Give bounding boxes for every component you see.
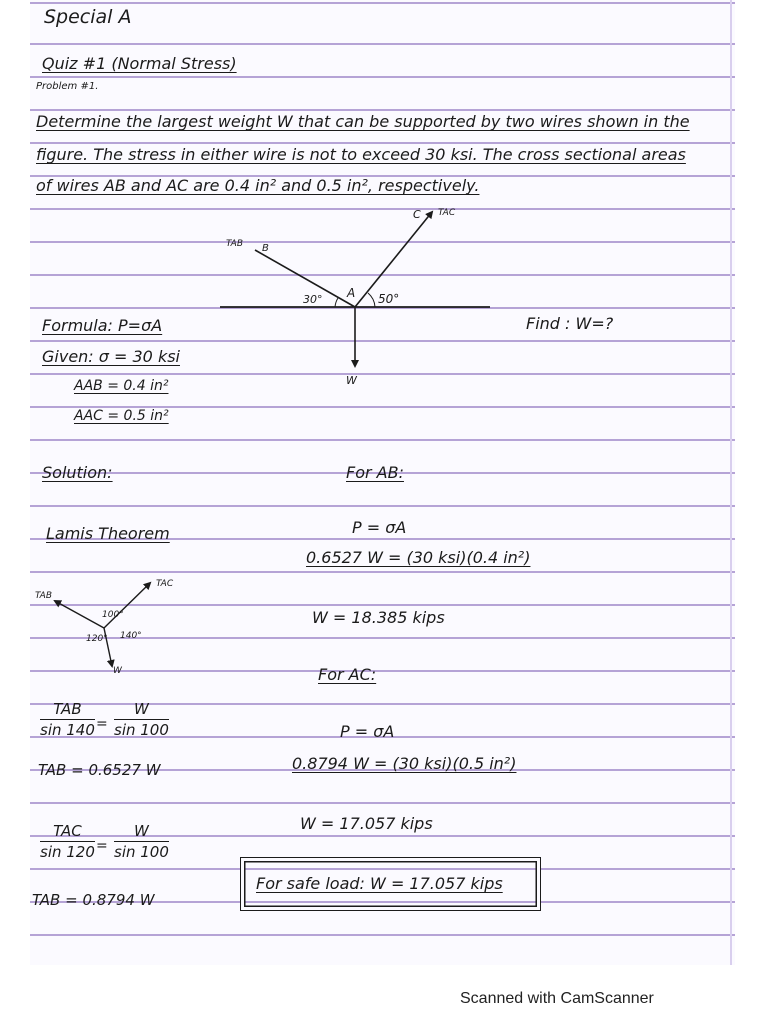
method-heading: Lamis Theorem [46, 524, 170, 543]
label-b: B [262, 243, 269, 254]
lami-label-angle-100: 100° [102, 610, 124, 620]
lami-label-w: W [113, 666, 122, 676]
lami-label-t-ac: TAC [156, 579, 174, 589]
lami-label-angle-120: 120° [86, 634, 108, 644]
lami-label-angle-140: 140° [120, 631, 142, 641]
ratio2-denominator: sin 120 [40, 843, 95, 861]
label-point-a: A [347, 286, 356, 300]
lami-t-ac-vector [104, 583, 150, 628]
ratio1-equals: = [96, 716, 108, 732]
formula-line: Formula: P=σA [42, 316, 163, 335]
for-ac-substitution: 0.8794 W = (30 ksi)(0.5 in²) [292, 754, 517, 773]
label-c: C [413, 208, 421, 221]
given-area-ab: AAB = 0.4 in² [74, 378, 169, 394]
ratio1-result: TAB = 0.6527 W [38, 761, 161, 779]
ratio1-numerator-2: W [114, 702, 169, 720]
ratio2-numerator-2: W [114, 824, 169, 842]
ratio2-numerator: TAC [40, 824, 95, 842]
for-ab-heading: For AB: [346, 463, 404, 482]
ratio2-result: TAB = 0.8794 W [32, 891, 155, 909]
given-stress: Given: σ = 30 ksi [42, 347, 180, 366]
lami-t-ab-vector [55, 601, 104, 628]
for-ac-formula: P = σA [340, 722, 395, 741]
problem-statement-line-1: Determine the largest weight W that can be supported by two wires shown in the [36, 112, 690, 131]
angle-arc-right [368, 293, 375, 307]
ratio2-equals: = [96, 838, 108, 854]
ratio1-right-fraction [114, 702, 169, 738]
given-area-ac: AAC = 0.5 in² [74, 408, 169, 424]
ratio2-right-fraction [114, 824, 169, 860]
problem-number: Problem #1. [36, 81, 99, 92]
section-title: Special A [44, 6, 132, 28]
label-t-ac: TAC [438, 208, 456, 218]
for-ab-substitution: 0.6527 W = (30 ksi)(0.4 in²) [306, 548, 531, 567]
label-angle-30: 30° [303, 293, 323, 306]
angle-arc-left [335, 298, 338, 307]
ratio1-left-fraction [40, 702, 95, 738]
quiz-title: Quiz #1 (Normal Stress) [42, 54, 237, 73]
label-t-ab: TAB [226, 239, 244, 249]
ratio1-numerator: TAB [40, 702, 95, 720]
ratio2-left-fraction [40, 824, 95, 860]
lami-label-t-ab: TAB [35, 591, 53, 601]
problem-statement-line-2: figure. The stress in either wire is not to exceed 30 ksi. The cross sectional areas [36, 145, 686, 164]
label-w: W [346, 374, 357, 387]
scanner-watermark: Scanned with CamScanner [460, 990, 654, 1007]
final-answer: For safe load: W = 17.057 kips [256, 874, 503, 893]
problem-statement-line-3: of wires AB and AC are 0.4 in² and 0.5 in², respectively. [36, 176, 480, 195]
ratio1-denominator: sin 140 [40, 721, 95, 739]
ratio2-denominator-2: sin 100 [114, 843, 169, 861]
ratio1-denominator-2: sin 100 [114, 721, 169, 739]
for-ac-result: W = 17.057 kips [300, 814, 433, 833]
find-statement: Find : W=? [526, 314, 614, 333]
for-ab-result: W = 18.385 kips [312, 608, 445, 627]
for-ac-heading: For AC: [318, 665, 377, 684]
label-angle-50: 50° [378, 292, 400, 306]
solution-heading: Solution: [42, 463, 113, 482]
for-ab-formula: P = σA [352, 518, 407, 537]
